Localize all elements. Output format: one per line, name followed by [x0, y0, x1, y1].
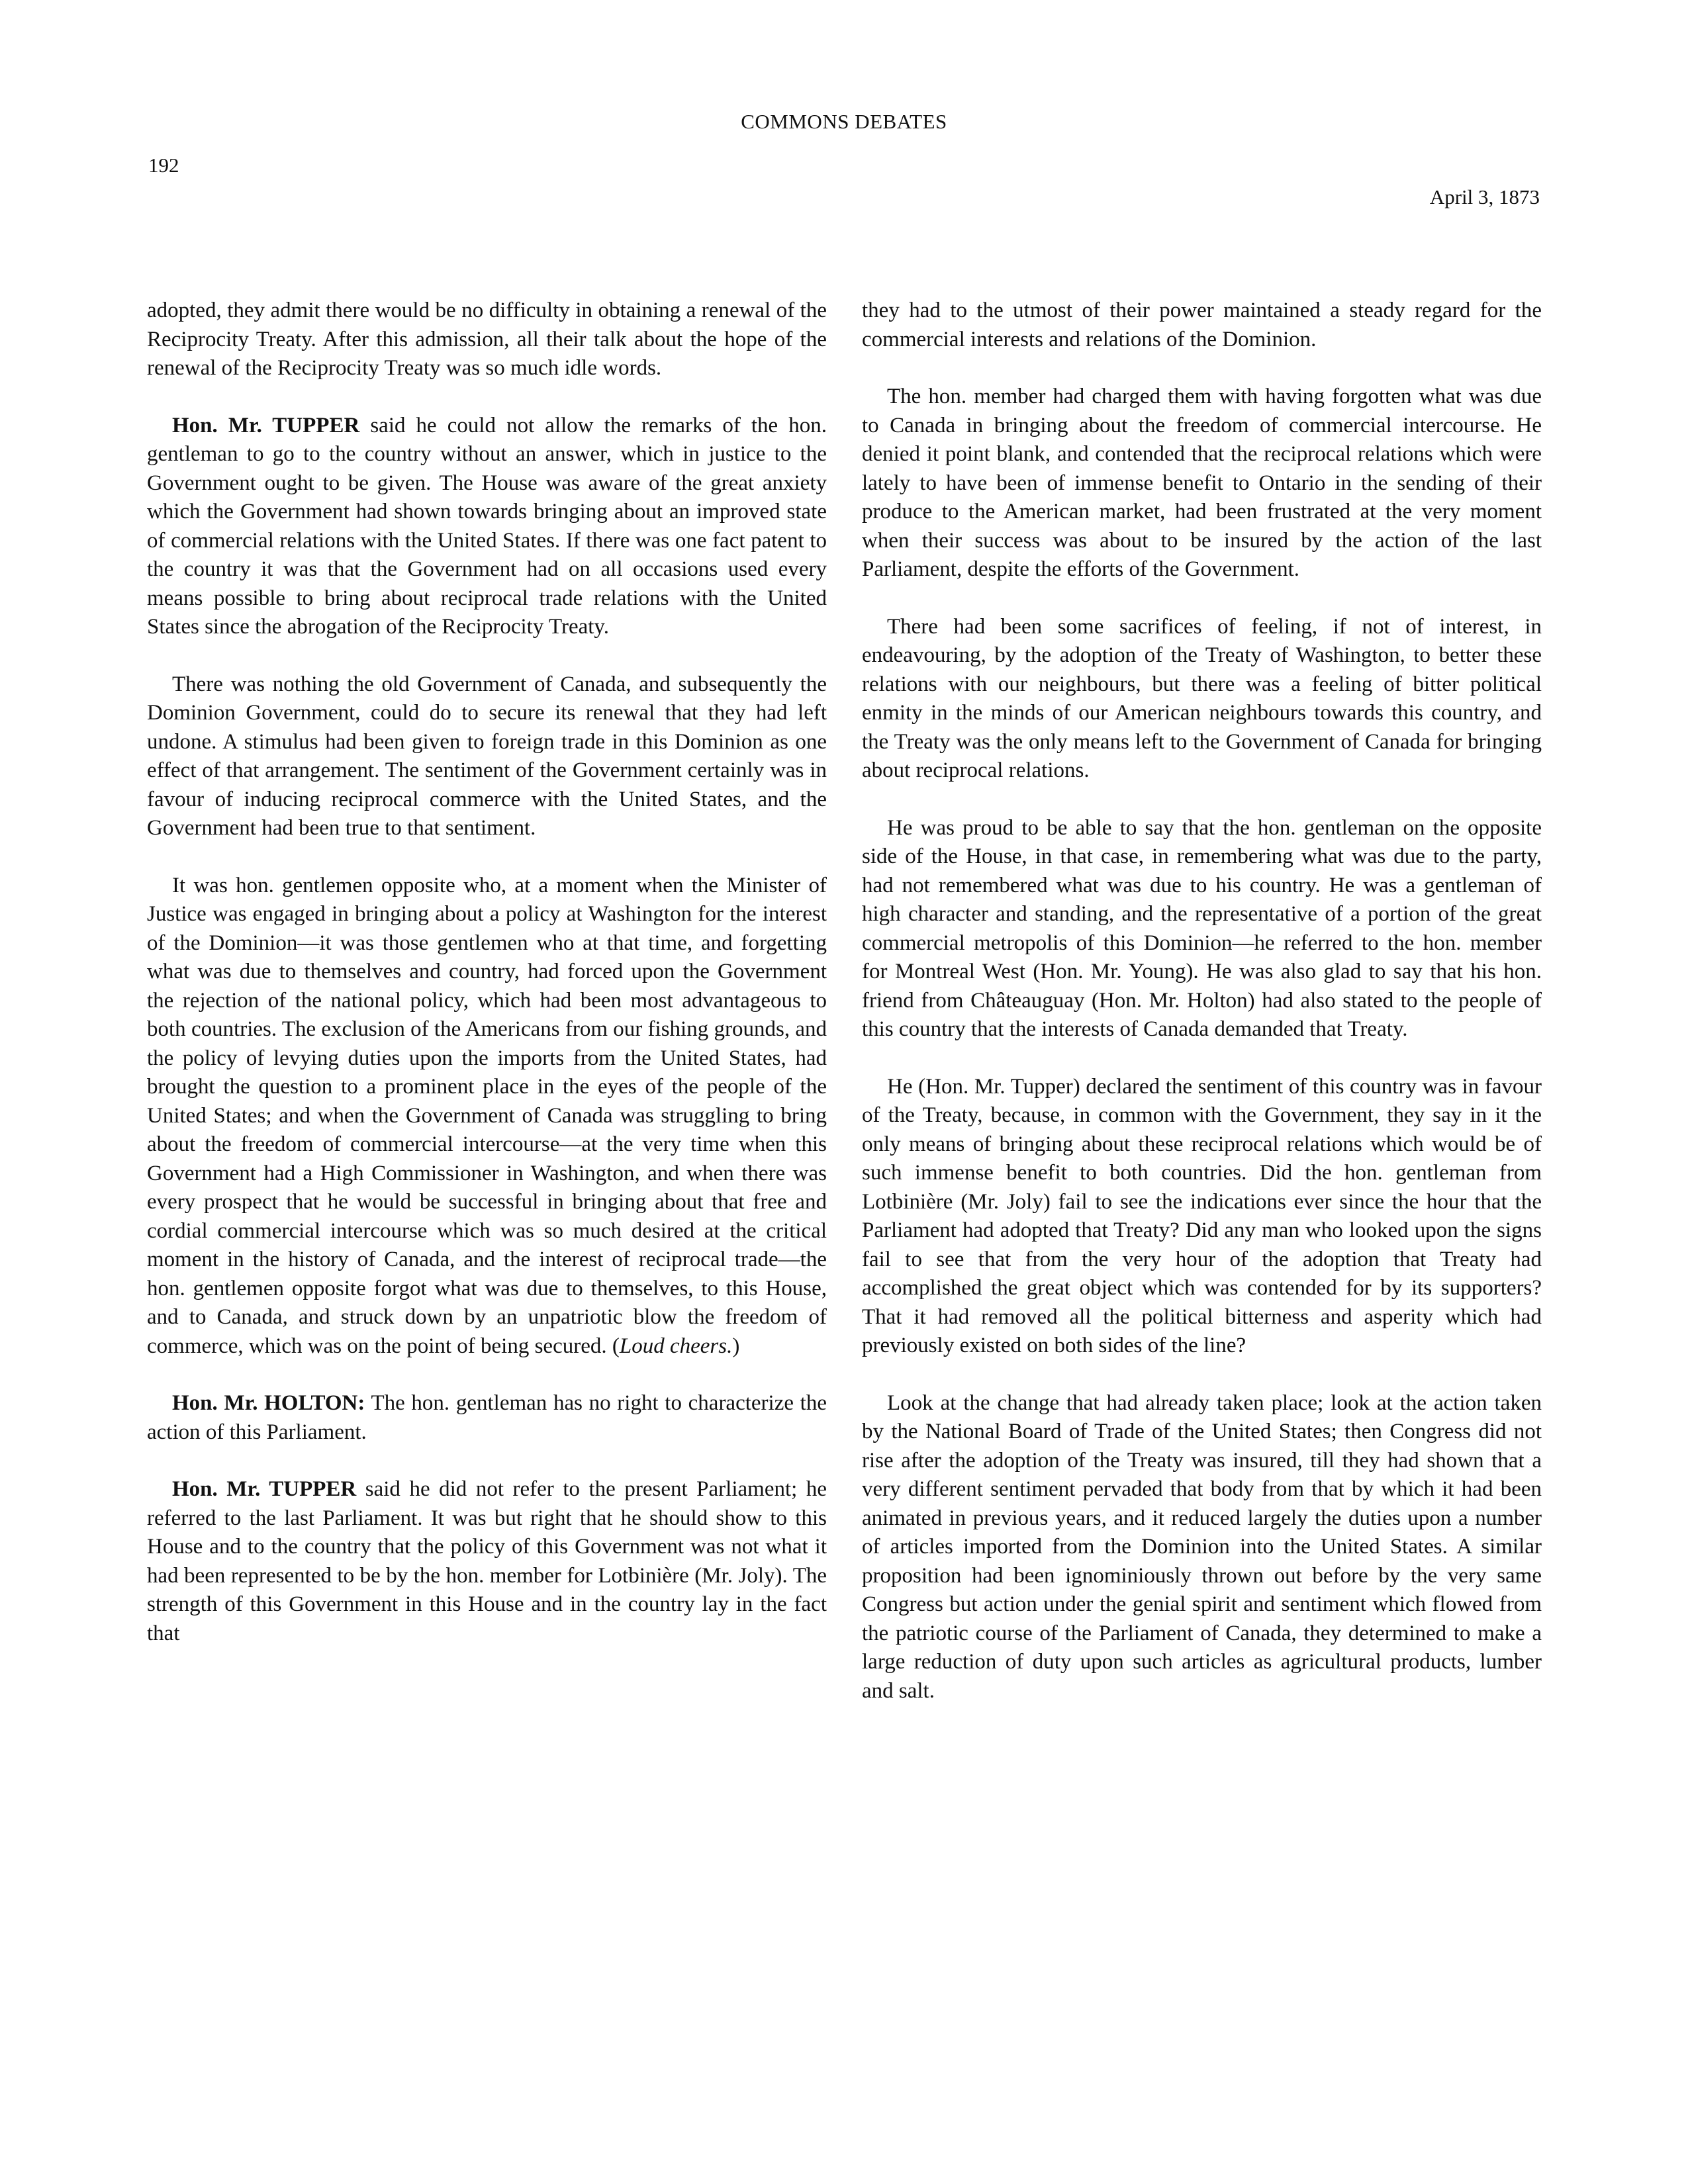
page-number: 192 — [148, 154, 179, 177]
paragraph: The hon. member had charged them with having forgotten what was due to Canada in bringing about the freedom of commercial intercourse. He denied it point blank, and contended that the reciprocal relations which were lately to have been of immense benefit to Ontario in the sending of their produce to the American market, had been frustrated at the very moment when their success was about to be insured by the action of the last Parliament, despite the efforts of the Government. — [862, 385, 1542, 581]
paragraph — [147, 872, 827, 1361]
paragraph: There was nothing the old Government of Canada, and subsequently the Dominion Government, could do to secure its renewal that they had left undone. A stimulus had been given to foreign trade in this Dominion as one effect of that arrangement. The sentiment of the Government certainly was in favour of inducing reciprocal commerce with the United States, and the Government had been true to that sentiment. — [147, 672, 827, 840]
speaker-name: Hon. Mr. TUPPER — [172, 413, 360, 437]
paragraph: He (Hon. Mr. Tupper) declared the sentiment of this country was in favour of the Treaty, because, in common with the Government, they say in it the only means of bringing about these reciprocal relations which would be of such immense benefit to both countries. Did the hon. gentleman from Lotbinière (Mr. Joly) fail to see the indications ever since the hour that the Parliament had adopted that Treaty? Did any man who looked upon the signs fail to see that from the very hour of the adoption that Treaty had accomplished the great object which was contended for by its supporters? That it had removed all the political bitterness and asperity which had previously existed on both sides of the line? — [862, 1074, 1542, 1357]
speaker-name: Hon. Mr. HOLTON: — [172, 1391, 365, 1415]
paragraph — [147, 1475, 827, 1648]
stage-direction: Loud cheers. — [619, 1334, 733, 1358]
paragraph: adopted, they admit there would be no difficulty in obtaining a renewal of the Reciprocity Treaty. After this admission, all their talk about the hope of the renewal of the Reciprocity Treaty was so much idle words. — [147, 298, 827, 380]
speaker-name: Hon. Mr. TUPPER — [172, 1477, 357, 1501]
speech-text: said he could not allow the remarks of the hon. gentleman to go to the country without an answer, which in justice to the Government ought to be given. The House was aware of the great anxiety which the Government had shown towards bringing about an improved state of commercial relations with the United States. If there was one fact patent to the country it was that the Government had on all occasions used every means possible to bring about reciprocal trade relations with the United States since the abrogation of the Reciprocity Treaty. — [147, 413, 827, 639]
paragraph: they had to the utmost of their power maintained a steady regard for the commercial interests and relations of the Dominion. — [862, 298, 1542, 351]
paragraph — [147, 412, 827, 642]
page-date: April 3, 1873 — [1429, 185, 1540, 208]
running-title: COMMONS DEBATES — [741, 110, 947, 133]
paragraph: Look at the change that had already taken place; look at the action taken by the National Board of Trade of the United States; then Congress did not rise after the adoption of the Treaty was insured, till they had shown that a very different sentiment pervaded that body from that by which it had been animated in previous years, and it reduced largely the duties upon a number of articles imported from the Dominion into the United States. A similar proposition had been ignominiously thrown out before by the very same Congress but action under the genial spirit and sentiment which flowed from the patriotic course of the Parliament of Canada, they determined to make a large reduction of duty upon such articles as agricultural products, lumber and salt. — [862, 1390, 1542, 1703]
speech-text: said he did not refer to the present Parliament; he referred to the last Parliament. It was but right that he should show to this House and to the country that the policy of this Government was not what it had been represented to be by the hon. member for Lotbinière (Mr. Joly). The strength of this Government in this House and in the country lay in the fact that — [147, 1477, 827, 1645]
paragraph — [147, 1389, 827, 1447]
speech-text: The hon. gentleman has no right to characterize the action of this Parliament. — [147, 1391, 827, 1444]
right-column — [862, 296, 1542, 1734]
paragraph: He was proud to be able to say that the hon. gentleman on the opposite side of the House, in that case, in remembering what was due to the party, had not remembered what was due to his country. He was a gentleman of high character and standing, and the representative of a portion of the great commercial metropolis of this Dominion—he referred to the hon. member for Montreal West (Hon. Mr. Young). He was also glad to say that his hon. friend from Châteauguay (Hon. Mr. Holton) had also stated to the people of this country that the interests of Canada demanded that Treaty. — [862, 815, 1542, 1041]
left-column — [147, 296, 827, 1676]
paragraph: There had been some sacrifices of feeling, if not of interest, in endeavouring, by the adoption of the Treaty of Washington, to better these relations with our neighbours, but there was a feeling of bitter political enmity in the minds of our American neighbours towards this country, and the Treaty was the only means left to the Government of Canada for bringing about reciprocal relations. — [862, 614, 1542, 782]
speech-text: It was hon. gentlemen opposite who, at a moment when the Minister of Justice was engaged in bringing about a policy at Washington for the interest of the Dominion—it was those gentlemen who at that time, and forgetting what was due to themselves and country, had forced upon the Government the rejection of the national policy, which had been most advantageous to both countries. The exclusion of the Americans from our fishing grounds, and the policy of levying duties upon the imports from the United States, had brought the question to a prominent place in the eyes of the people of the United States; and when the Government of Canada was struggling to bring about the freedom of commercial intercourse—at the very time when this Government had a High Commissioner in Washington, and when there was every prospect that he would be successful in bringing about that free and cordial commercial intercourse which was so much desired at the critical moment in the history of Canada, and the interest of reciprocal trade—the hon. gentlemen opposite forgot what was due to themselves, to this House, and to Canada, and struck down by an unpatriotic blow the freedom of commerce, which was on the point of being secured. ( — [147, 873, 827, 1358]
closing-paren: ) — [732, 1334, 740, 1358]
